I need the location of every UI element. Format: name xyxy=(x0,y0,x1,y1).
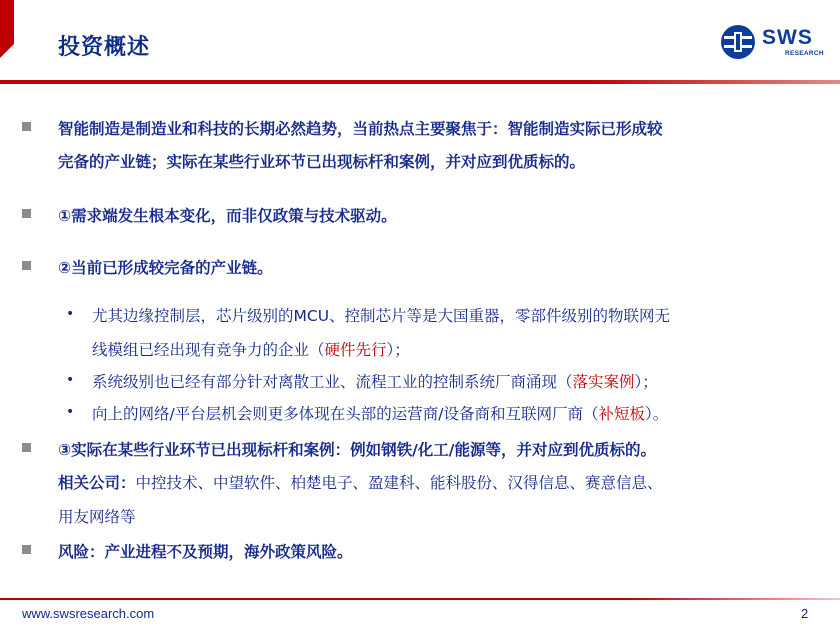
related-companies-label: 相关公司： xyxy=(58,474,136,492)
dot-bullet-icon: • xyxy=(66,372,75,388)
related-companies-line-2: 用友网络等 xyxy=(58,508,136,526)
bullet-5-risk: 风险：产业进程不及预期，海外政策风险。 xyxy=(58,543,353,561)
page-number: 2 xyxy=(801,606,809,621)
sub-bullet-3-text: 向上的网络/平台层机会则更多体现在头部的运营商/设备商和互联网厂商（ xyxy=(92,405,599,423)
sub-bullet-1-end: ）； xyxy=(386,341,410,359)
related-companies-line-1 xyxy=(58,471,663,493)
square-bullet-icon xyxy=(22,545,31,554)
related-companies-list: 中控技术、中望软件、柏楚电子、盈建科、能科股份、汉得信息、赛意信息、 xyxy=(135,474,663,492)
square-bullet-icon xyxy=(22,261,31,270)
highlight-cases: 落实案例 xyxy=(572,373,635,391)
footer-divider xyxy=(0,598,840,600)
bullet-3: ②当前已形成较完备的产业链。 xyxy=(58,259,273,277)
sub-bullet-2 xyxy=(92,370,658,392)
logo-subtext: RESEARCH xyxy=(785,50,824,57)
bullet-2: ①需求端发生根本变化，而非仅政策与技术驱动。 xyxy=(58,207,397,225)
page-title: 投资概述 xyxy=(58,35,151,60)
sub-bullet-2-end: ）； xyxy=(634,373,658,391)
header-red-corner xyxy=(0,0,14,58)
sub-bullet-3 xyxy=(92,402,668,424)
bullet-1-line-2: 完备的产业链；实际在某些行业环节已出现标杆和案例，并对应到优质标的。 xyxy=(58,153,586,171)
dot-bullet-icon: • xyxy=(66,306,75,322)
square-bullet-icon xyxy=(22,443,31,452)
square-bullet-icon xyxy=(22,122,31,131)
footer-url: www.swsresearch.com xyxy=(22,606,155,621)
bullet-4: ③实际在某些行业环节已出现标杆和案例：例如钢铁/化工/能源等，并对应到优质标的。 xyxy=(58,441,656,459)
bullet-1-line-1: 智能制造是制造业和科技的长期必然趋势，当前热点主要聚焦于：智能制造实际已形成较 xyxy=(58,120,663,138)
sub-bullet-3-end: ）。 xyxy=(644,405,669,423)
sub-bullet-2-text: 系统级别也已经有部分针对离散工业、流程工业的控制系统厂商涌现（ xyxy=(92,373,573,391)
dot-bullet-icon: • xyxy=(66,404,75,420)
header-divider xyxy=(0,80,840,84)
highlight-shortboard: 补短板 xyxy=(598,405,645,423)
square-bullet-icon xyxy=(22,209,31,218)
sub-bullet-1-line-1: 尤其边缘控制层，芯片级别的MCU、控制芯片等是大国重器，零部件级别的物联网无 xyxy=(92,307,671,325)
sub-bullet-1-text: 线模组已经出现有竞争力的企业（ xyxy=(92,341,325,359)
sub-bullet-1-line-2 xyxy=(92,338,410,360)
logo-text: SWS xyxy=(762,26,813,49)
highlight-hardware-first: 硬件先行 xyxy=(324,341,387,359)
